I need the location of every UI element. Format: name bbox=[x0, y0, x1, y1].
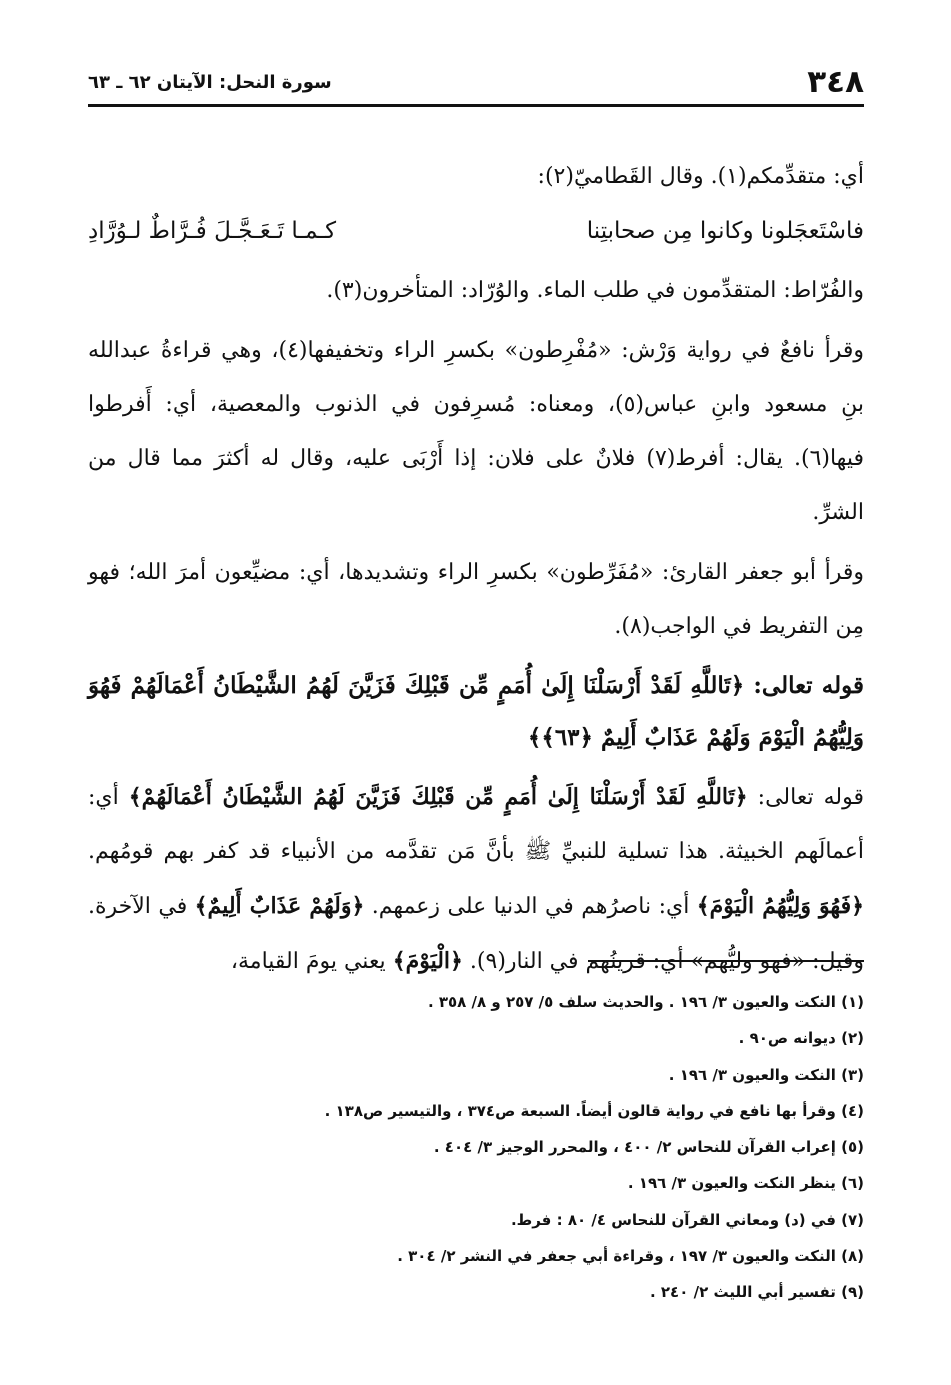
footnote bbox=[88, 1274, 864, 1310]
quran-quote: ﴿فَهُوَ وَلِيُّهُمُ الْيَوْمَ﴾ bbox=[696, 893, 864, 919]
footnote-number: (١) bbox=[841, 993, 864, 1011]
footnote-number: (٨) bbox=[841, 1247, 864, 1266]
footnote-text: ديوانه ص٩٠ . bbox=[738, 1029, 836, 1048]
footnotes bbox=[88, 984, 864, 1311]
footnote-text: وقرأ بها نافع في رواية قالون أيضاً. السبعة ص٣٧٤ ، والتيسير ص١٣٨ . bbox=[324, 1101, 836, 1120]
commentary-text: أي: أعمالَهم الخبيثة. هذا تسلية للنبيِّ ﷺ بأنَّ مَن تقدَّمه من الأنبياء قد كفر بهم قومُهم. bbox=[88, 785, 864, 864]
commentary-text: أي: ناصرُهم في الدنيا على زعمهم. bbox=[364, 894, 697, 919]
footnote bbox=[88, 1238, 864, 1274]
footnote-text: النكت والعيون ٣/ ١٩٦ . والحديث سلف ٥/ ٢٥٧ و ٨/ ٣٥٨ . bbox=[427, 993, 836, 1011]
quran-quote: ﴿وَلَهُمْ عَذَابٌ أَلِيمٌ﴾ bbox=[194, 893, 365, 919]
paragraph-nafi-reading: وقرأ نافعٌ في رواية وَرْش: «مُفْرِطون» بكسرِ الراء وتخفيفها(٤)، وهي قراءةُ عبدالله بنِ مسعود وابنِ عباس(٥)، ومعناه: مُسرِفون في الذنوب والمعصية، أي: أَفرطوا فيها(٦). يقال: أفرط(٧) فلانٌ على فلان: إذا أَرْبَى عليه، وقال له أكثرَ مما قال من الشرِّ. bbox=[88, 338, 864, 525]
paragraph-abu-jafar-reading: وقرأ أبو جعفر القارئ: «مُفَرِّطون» بكسرِ الراء وتشديدها، أي: مضيِّعون أمرَ الله؛ فهو مِن التفريط في الواجب(٨). bbox=[88, 560, 864, 639]
footnote bbox=[88, 1020, 864, 1056]
footnote-text: تفسير أبي الليث ٢/ ٢٤٠ . bbox=[649, 1283, 836, 1302]
quran-quote: ﴿تَاللَّهِ لَقَدْ أَرْسَلْنَا إِلَىٰ أُمَمٍ مِّن قَبْلِكَ فَزَيَّنَ لَهُمُ الشَّيْطَانُ أَعْمَالَهُمْ﴾ bbox=[128, 784, 748, 810]
footnote-number: (٩) bbox=[841, 1283, 864, 1302]
footnote-divider bbox=[588, 960, 864, 962]
poem-first-hemistich: فاسْتَعجَلونا وكانوا مِن صحابتِنا bbox=[586, 218, 864, 244]
footnote-number: (٢) bbox=[841, 1029, 864, 1048]
footnote bbox=[88, 1093, 864, 1129]
commentary-lead: قوله تعالى: bbox=[747, 785, 864, 810]
poem-verse bbox=[88, 204, 864, 258]
footnote-text: إعراب القرآن للنحاس ٢/ ٤٠٠ ، والمحرر الوجيز ٣/ ٤٠٤ . bbox=[433, 1138, 836, 1157]
quran-quote: ﴿الْيَوْمَ﴾ bbox=[392, 948, 463, 974]
verse-heading-lead: قوله تعالى: bbox=[753, 672, 864, 699]
page-number: ٣٤٨ bbox=[807, 64, 864, 100]
paragraph-definition: والفُرّاط: المتقدِّمون في طلب الماء. والوُرّاد: المتأخرون(٣). bbox=[326, 278, 864, 303]
footnote bbox=[88, 1165, 864, 1201]
poem-second-hemistich: كـمـا تَـعَـجَّـلَ فُـرَّاطٌ لـوُرَّادِ bbox=[88, 218, 337, 244]
commentary-text: يعني يومَ القيامة، bbox=[230, 949, 393, 974]
footnote bbox=[88, 1129, 864, 1165]
main-text bbox=[88, 150, 864, 989]
header-divider bbox=[88, 104, 864, 107]
running-title: سورة النحل: الآيتان ٦٢ ـ ٦٣ bbox=[88, 71, 332, 93]
footnote-number: (٦) bbox=[841, 1174, 864, 1193]
page-header bbox=[88, 62, 864, 102]
commentary-text: في الآخرة. وقيل: «فهو وليُّهم» أي: قرينُهم في النار(٩). bbox=[88, 894, 864, 974]
footnote-text: في (د) ومعاني القرآن للنحاس ٤/ ٨٠ : فرط. bbox=[510, 1210, 836, 1229]
footnote-number: (٣) bbox=[841, 1065, 864, 1084]
footnote bbox=[88, 1202, 864, 1238]
verse-heading-text: ﴿تَاللَّهِ لَقَدْ أَرْسَلْنَا إِلَىٰ أُمَمٍ مِّن قَبْلِكَ فَزَيَّنَ لَهُمُ الشَّيْطَانُ أَعْمَالَهُمْ فَهُوَ وَلِيُّهُمُ الْيَوْمَ وَلَهُمْ عَذَابٌ أَلِيمٌ ﴿٦٣﴾﴾ bbox=[88, 672, 864, 751]
footnote bbox=[88, 984, 864, 1020]
footnote-number: (٤) bbox=[841, 1101, 864, 1120]
verse-heading bbox=[88, 660, 864, 764]
paragraph-intro: أي: متقدِّمكم(١). وقال القَطاميّ(٢): bbox=[537, 164, 864, 189]
footnote-text: النكت والعيون ٣/ ١٩٧ ، وقراءة أبي جعفر في النشر ٢/ ٣٠٤ . bbox=[397, 1247, 836, 1266]
paragraph-commentary bbox=[88, 770, 864, 989]
footnote-text: ينظر النكت والعيون ٣/ ١٩٦ . bbox=[627, 1174, 836, 1193]
footnote-text: النكت والعيون ٣/ ١٩٦ . bbox=[668, 1065, 836, 1084]
footnote-number: (٥) bbox=[841, 1138, 864, 1157]
footnote bbox=[88, 1057, 864, 1093]
footnote-number: (٧) bbox=[841, 1210, 864, 1229]
